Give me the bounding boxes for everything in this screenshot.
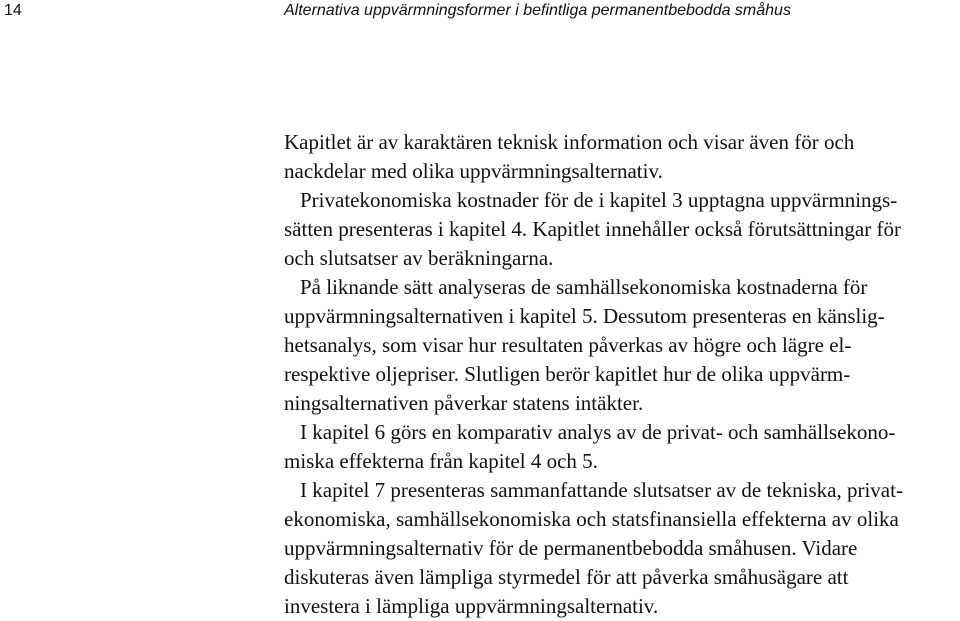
paragraph-4 [284,418,960,476]
paragraph-2 [284,186,960,273]
running-title: Alternativa uppvärmningsformer i befintliga permanentbebodda småhus [284,2,791,19]
text-line: nackdelar med olika uppvärmningsalternativ. [284,159,663,183]
text-line: investera i lämpliga uppvärmningsalternativ. [284,594,659,618]
text-line: miska effekterna från kapitel 4 och 5. [284,449,598,473]
text-line: ningsalternativen påverkar statens intäkter. [284,391,644,415]
text-line: hetsanalys, som visar hur resultaten påverkas av högre och lägre el- [284,333,852,357]
body-text [284,128,960,621]
text-line: På liknande sätt analyseras de samhällsekonomiska kostnaderna för [300,275,868,299]
text-line: I kapitel 6 görs en komparativ analys av de privat- och samhällsekono- [300,420,896,444]
text-line: respektive oljepriser. Slutligen berör kapitlet hur de olika uppvärm- [284,362,851,386]
text-line: ekonomiska, samhällsekonomiska och statsfinansiella effekterna av olika [284,507,899,531]
running-header [0,0,960,22]
page-number: 14 [4,2,22,19]
paragraph-3 [284,273,960,418]
text-line: sätten presenteras i kapitel 4. Kapitlet innehåller också förutsättningar för [284,217,901,241]
text-line: Kapitlet är av karaktären teknisk information och visar även för och [284,130,855,154]
text-line: I kapitel 7 presenteras sammanfattande slutsatser av de tekniska, privat- [300,478,903,502]
text-line: diskuteras även lämpliga styrmedel för att påverka småhusägare att [284,565,849,589]
paragraph-5 [284,476,960,621]
text-line: uppvärmningsalternativen i kapitel 5. Dessutom presenteras en känslig- [284,304,885,328]
text-line: uppvärmningsalternativ för de permanentbebodda småhusen. Vidare [284,536,858,560]
paragraph-1 [284,128,960,186]
text-line: Privatekonomiska kostnader för de i kapitel 3 upptagna uppvärmnings- [300,188,898,212]
text-line: och slutsatser av beräkningarna. [284,246,554,270]
